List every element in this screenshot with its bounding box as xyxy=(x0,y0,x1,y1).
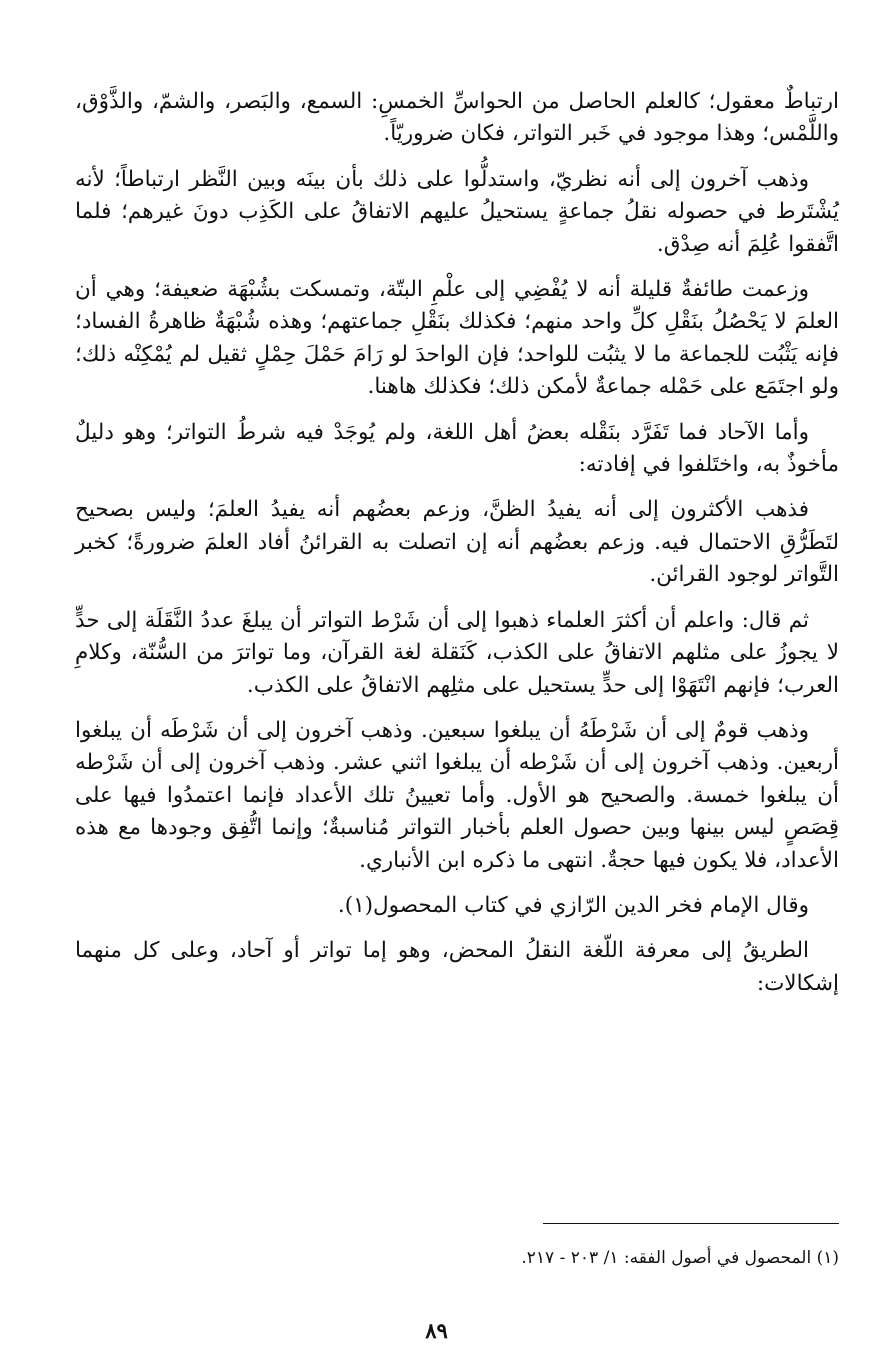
footnote-divider xyxy=(543,1223,839,1224)
page-body xyxy=(75,86,839,1000)
footnote: (١) المحصول في أصول الفقه: ١/ ٢٠٣ - ٢١٧. xyxy=(521,1248,839,1268)
paragraph-weak-doubt: وزعمت طائفةٌ قليلة أنه لا يُفْضِي إلى علْمِ البتّة، وتمسكت بشُبْهَة ضعيفة؛ وهي أن العلمَ لا يَحْصُلُ بنَقْلِ كلِّ واحد منهم؛ فكذلك بنَقْلِ جماعتهم؛ وهذه شُبْهَةٌ ظاهرةُ الفساد؛ فإنه يَثْبُت للجماعة ما لا يثبُت للواحد؛ فإن الواحدَ لو رَامَ حَمْلَ حِمْلٍ ثقيل لم يُمْكِنْه ذلك؛ ولو اجتَمَع على حَمْله جماعةٌ لأمكن ذلك؛ فكذلك هاهنا. xyxy=(75,277,839,400)
paragraph-sense-knowledge: ارتباطٌ معقول؛ كالعلم الحاصل من الحواسِّ الخمسِ: السمع، والبَصر، والشمّ، والذَّوْق، واللَّمْس؛ وهذا موجود في خَبر التواتر، فكان ضروريّاً. xyxy=(75,89,839,147)
paragraph-ahad-opinions: فذهب الأكثرون إلى أنه يفيدُ الظنَّ، وزعم بعضُهم أنه يفيدُ العلمَ؛ وليس بصحيح لتَطَرُّقِ الاحتمال فيه. وزعم بعضُهم أنه إن اتصلت به القرائنُ أفاد العلمَ ضرورةً؛ كخبر التَّواتر لوجود القرائن. xyxy=(75,497,839,588)
paragraph-razi-quote: وقال الإمام فخر الدين الرّازي في كتاب المحصول(١). xyxy=(337,892,809,918)
page-number: ٨٩ xyxy=(425,1318,448,1343)
paragraph-tawatur-condition: ثم قال: واعلم أن أكثرَ العلماء ذهبوا إلى أن شَرْط التواتر أن يبلغَ عددُ النَّقَلَة إلى حدٍّ لا يجوزُ على مثلهم الاتفاقُ على الكذب، كَنَقلة لغة القرآن، وما تواترَ من السُّنّة، وكلامِ العرب؛ فإنهم انْتَهَوْا إلى حدٍّ يستحيل على مثلِهم الاتفاقُ على الكذب. xyxy=(75,607,839,698)
paragraph-speculative-view: وذهب آخرون إلى أنه نظريّ، واستدلُّوا على ذلك بأن بينَه وبين النَّظر ارتباطاً؛ لأنه يُشْتَرط في حصوله نقلُ جماعةٍ يستحيلُ عليهم الاتفاقُ على الكَذِب دونَ غيرهم؛ فلما اتَّفقوا عُلِمَ أنه صِدْق. xyxy=(75,166,839,257)
paragraph-number-opinions: وذهب قومٌ إلى أن شَرْطَهُ أن يبلغوا سبعين. وذهب آخرون إلى أن شَرْطَه أن يبلغوا أربعين. وذهب آخرون إلى أن شَرْطه أن يبلغوا اثني عشر. وذهب آخرون إلى أن شَرْطه أن يبلغوا خمسة. والصحيح هو الأول. وأما تعيينُ تلك الأعداد فإنما اعتمدُوا فيها على قِصَصٍ ليس بينها وبين حصول العلم بأخبار التواتر مُناسبةٌ؛ وإنما اتُّفِق وجودها مع هذه الأعداد، فلا يكون فيها حجةٌ. انتهى ما ذكره ابن الأنباري. xyxy=(75,717,839,873)
paragraph-ahad-definition: وأما الآحاد فما تَفَرَّد بنَقْله بعضُ أهل اللغة، ولم يُوجَدْ فيه شرطُ التواتر؛ وهو دليلٌ مأخوذٌ به، واختَلفوا في إفادته: xyxy=(75,419,839,478)
paragraph-transmission-path: الطريقُ إلى معرفة اللّغة النقلُ المحض، وهو إما تواتر أو آحاد، وعلى كل منهما إشكالات: xyxy=(75,938,839,996)
